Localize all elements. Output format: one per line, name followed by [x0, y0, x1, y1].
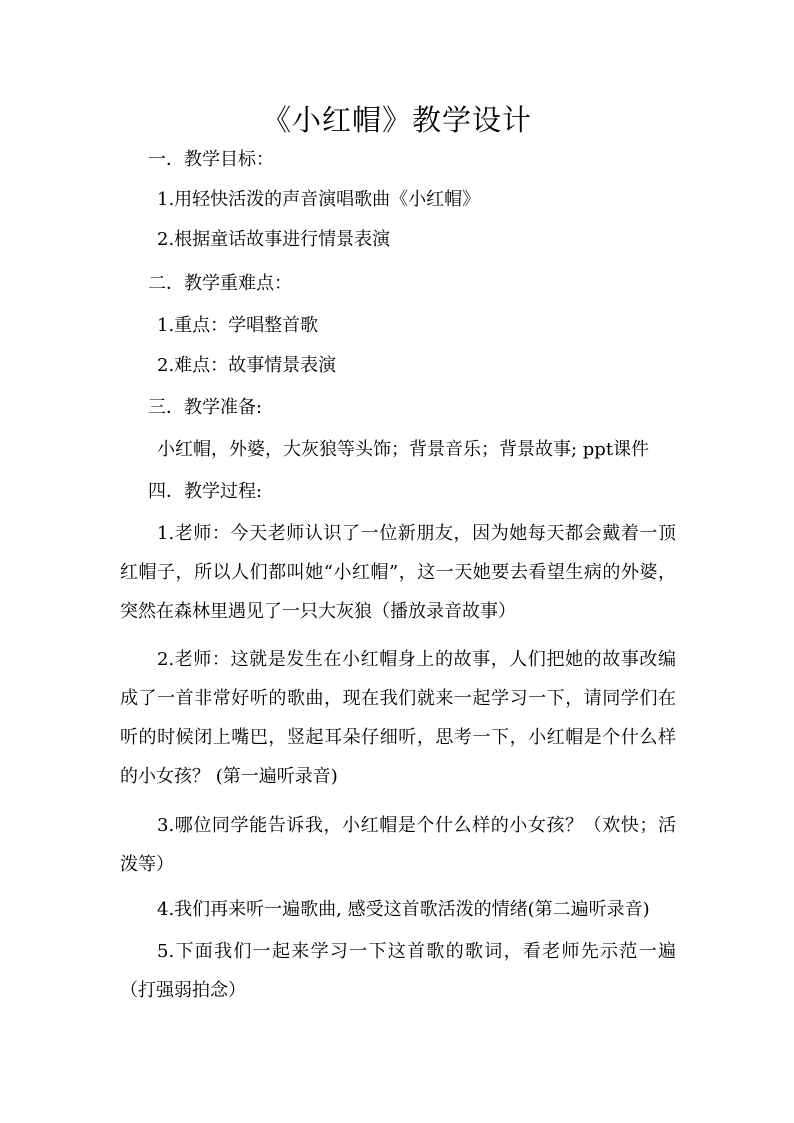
key-points-heading: 二．教学重难点： [148, 273, 292, 294]
process-paragraph: 4.我们再来听一遍歌曲, 感受这首歌活泼的情绪(第二遍听录音) [157, 899, 650, 920]
preparation-heading: 三．教学准备: [148, 397, 263, 418]
document-title: 《小红帽》教学设计 [261, 103, 532, 137]
key-point-item: 1.重点：学唱整首歌 [157, 315, 319, 336]
process-paragraph: 2.老师：这就是发生在小红帽身上的故事，人们把她的故事改编成了一首非常好听的歌曲，现在我们就来一起学习一下，请同学们在听的时候闭上嘴巴，竖起耳朵仔细听，思考一下，小红帽是个什么样的小女孩？ (第一遍听录音) [120, 649, 676, 787]
objective-item: 2.根据童话故事进行情景表演 [157, 229, 391, 250]
key-point-item: 2.难点：故事情景表演 [157, 355, 337, 376]
process-paragraph: 3.哪位同学能告诉我，小红帽是个什么样的小女孩？（欢快；活泼等） [120, 815, 676, 875]
process-paragraph: 1.老师：今天老师认识了一位新朋友，因为她每天都会戴着一顶红帽子，所以人们都叫她“小红帽”，这一天她要去看望生病的外婆，突然在森林里遇见了一只大灰狼（播放录音故事） [120, 523, 676, 622]
process-heading: 四．教学过程: [148, 481, 263, 502]
objective-item: 1.用轻快活泼的声音演唱歌曲《小红帽》 [157, 189, 481, 210]
preparation-text: 小红帽，外婆，大灰狼等头饰；背景音乐；背景故事; ppt课件 [157, 439, 650, 460]
objectives-heading: 一．教学目标： [148, 149, 274, 170]
process-paragraph: 5.下面我们一起来学习一下这首歌的歌词，看老师先示范一遍（打强弱拍念） [120, 941, 676, 1001]
